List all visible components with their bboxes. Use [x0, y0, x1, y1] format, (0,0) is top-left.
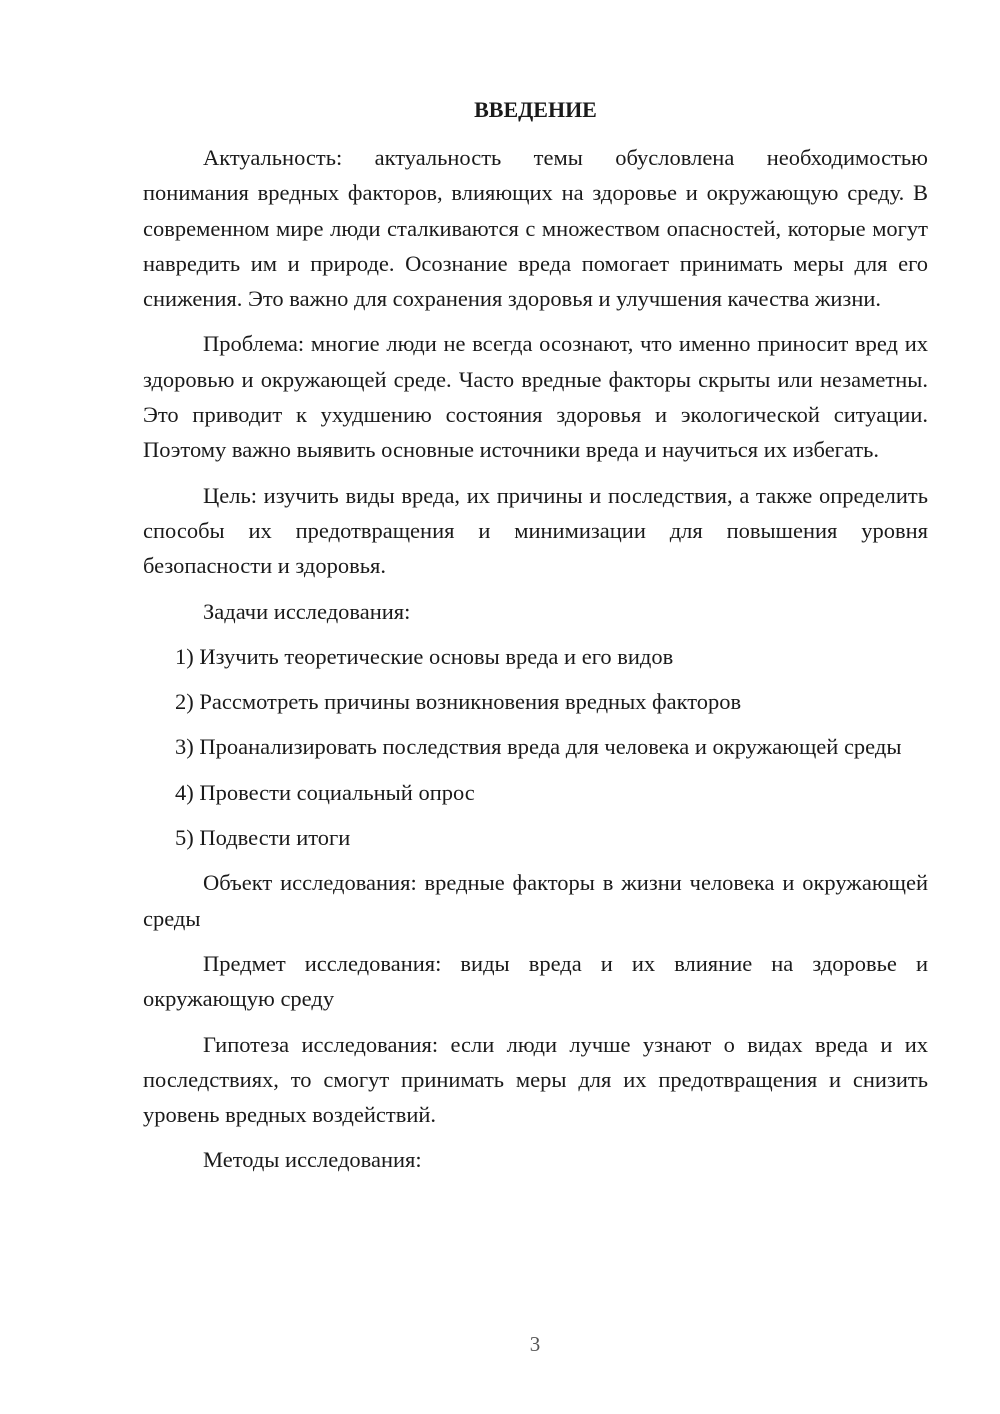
task-item-2: 2) Рассмотреть причины возникновения вредных факторов	[175, 689, 742, 715]
task-item-3: 3) Проанализировать последствия вреда для человека и окружающей среды	[175, 734, 902, 760]
goal-paragraph: Цель: изучить виды вреда, их причины и последствия, а также определить способы их предотвращения и минимизации для повышения уровня безопасности и здоровья.	[143, 482, 928, 579]
problem-paragraph: Проблема: многие люди не всегда осознают, что именно приносит вред их здоровью и окружающей среде. Часто вредные факторы скрыты или незаметны. Это приводит к ухудшению состояния здоровья и экологической ситуации. Поэтому важно выявить основные источники вреда и научиться их избегать.	[143, 331, 928, 463]
task-item-1: 1) Изучить теоретические основы вреда и его видов	[175, 643, 674, 669]
task-item-5: 5) Подвести итоги	[175, 825, 351, 851]
tasks-heading: Задачи исследования:	[203, 598, 411, 624]
document-page	[143, 92, 928, 1188]
methods-heading: Методы исследования:	[203, 1147, 422, 1173]
page-number: 3	[529, 1332, 541, 1356]
relevance-paragraph: Актуальность: актуальность темы обусловлена необходимостью понимания вредных факторов, влияющих на здоровье и окружающую среду. В современном мире люди сталкиваются с множеством опасностей, которые могут навредить им и природе. Осознание вреда помогает принимать меры для его снижения. Это важно для сохранения здоровья и улучшения качества жизни.	[143, 145, 928, 312]
task-item-4: 4) Провести социальный опрос	[175, 779, 475, 805]
object-paragraph: Объект исследования: вредные факторы в жизни человека и окружающей среды	[143, 870, 928, 931]
section-title: ВВЕДЕНИЕ	[474, 97, 597, 122]
subject-paragraph: Предмет исследования: виды вреда и их влияние на здоровье и окружающую среду	[143, 950, 928, 1012]
hypothesis-paragraph: Гипотеза исследования: если люди лучше узнают о видах вреда и их последствиях, то смогут принимать меры для их предотвращения и снизить уровень вредных воздействий.	[143, 1031, 928, 1128]
